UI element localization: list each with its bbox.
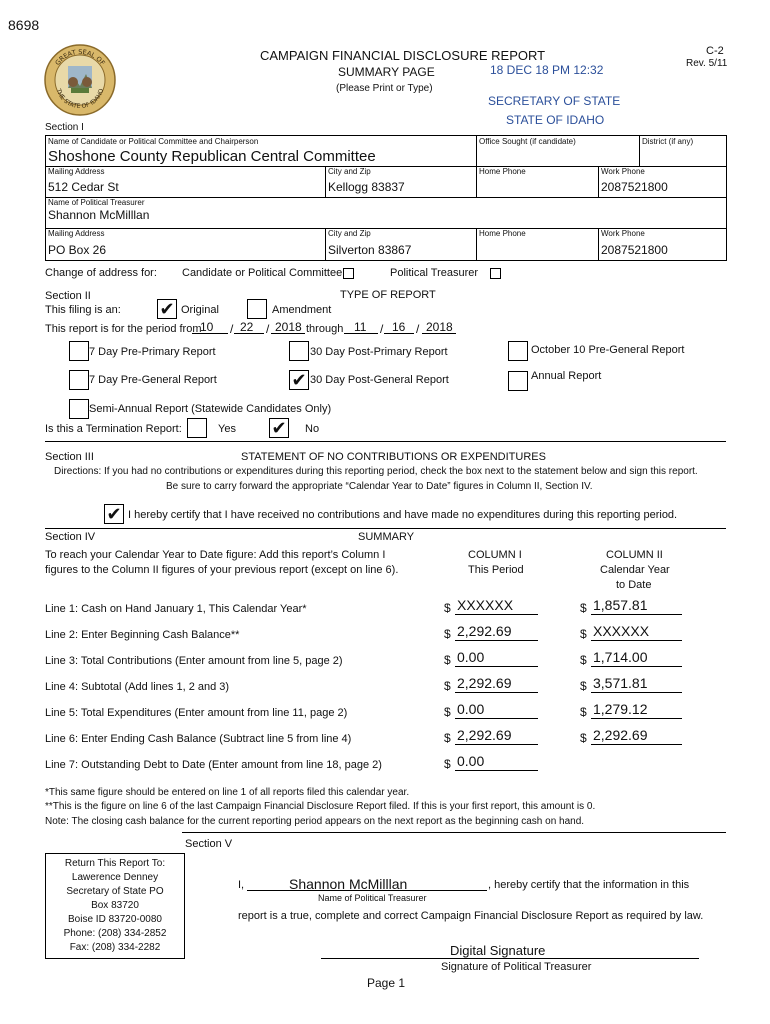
form-code: C-2 [706,45,724,57]
termination-yes-label: Yes [218,423,236,435]
column-2-title: COLUMN II [606,549,663,561]
currency-sign: $ [580,705,587,719]
digital-signature[interactable]: Digital Signature [450,943,546,958]
no-contributions-checkbox[interactable] [104,504,124,524]
no-contributions-title: STATEMENT OF NO CONTRIBUTIONS OR EXPENDITURES [241,451,546,463]
change-treasurer-label: Political Treasurer [390,267,479,279]
return-address-line: Return This Report To: [64,858,166,869]
return-address-line: Lawerence Denney [71,872,159,883]
return-address-box [45,853,185,959]
summary-line-label: Line 5: Total Expenditures (Enter amount from line 11, page 2) [45,707,348,719]
30day-post-primary-checkbox[interactable] [289,341,309,361]
column-1-value[interactable]: 2,292.69 [457,623,512,639]
7day-pre-general-label: 7 Day Pre-General Report [89,374,217,386]
return-address-line: Box 83720 [91,900,139,911]
column-1-value[interactable]: 0.00 [457,649,485,665]
period-to-year[interactable]: 2018 [426,320,453,334]
treasurer-mailing-label: Mailing Address [48,229,105,238]
mailing-address-field[interactable]: 512 Cedar St [48,180,119,194]
treasurer-home-phone-label: Home Phone [479,229,526,238]
check-mark-icon: ✔ [106,504,122,524]
treasurer-signature-name[interactable]: Shannon McMilllan [289,876,408,892]
return-address-line: Boise ID 83720-0080 [68,914,162,925]
period-from-sep-2: / [266,322,270,336]
annual-report-label: Annual Report [531,370,602,382]
column-1-value[interactable]: XXXXXX [457,597,514,613]
section-5-label: Section V [185,838,233,850]
return-address-line: Secretary of State PO [66,886,164,897]
directions-text-1: Directions: If you had no contributions or expenditures during this reporting period, check the box next to the statement below and sign this report. [54,466,698,477]
period-label: This report is for the period from [45,323,202,335]
note-1: *This same figure should be entered on line 1 of all reports filed this calendar year. [45,787,410,798]
termination-label: Is this a Termination Report: [45,423,182,435]
period-from-month[interactable]: 10 [200,320,214,334]
period-to-day[interactable]: 16 [392,320,406,334]
column-2-underline [591,718,682,719]
certify-suffix: , hereby certify that the information in this [488,879,690,891]
currency-sign: $ [580,601,587,615]
currency-sign: $ [580,731,587,745]
period-to-month[interactable]: 11 [354,320,367,334]
document-number: 8698 [8,17,40,33]
column-2-value[interactable]: 3,571.81 [593,675,648,691]
period-from-sep-1: / [230,322,234,336]
original-label: Original [181,304,219,316]
column-2-subtitle-2: to Date [616,579,652,591]
column-1-value[interactable]: 0.00 [457,753,485,769]
column-2-underline [591,614,682,615]
note-2: **This is the figure on line 6 of the last Campaign Financial Disclosure Report filed. If this is your first report, this amount is 0. [45,801,596,812]
treasurer-name-field[interactable]: Shannon McMilllan [48,208,150,222]
home-phone-label: Home Phone [479,167,526,176]
currency-sign: $ [444,757,451,771]
report-title: CAMPAIGN FINANCIAL DISCLOSURE REPORT [260,48,546,63]
section-2-label: Section II [45,290,91,302]
semi-annual-checkbox[interactable] [69,399,89,419]
change-candidate-label: Candidate or Political Committee [182,267,343,279]
column-1-underline [455,744,538,745]
period-through-label: through [306,323,344,335]
treasurer-work-phone-field[interactable]: 2087521800 [601,243,668,257]
type-of-report-title: TYPE OF REPORT [340,289,436,301]
change-address-label: Change of address for: [45,267,157,279]
period-to-sep-1: / [380,322,384,336]
original-checkbox[interactable] [157,299,177,319]
30day-post-primary-label: 30 Day Post-Primary Report [310,346,448,358]
treasurer-name-caption: Name of Political Treasurer [318,893,427,903]
column-2-underline [591,692,682,693]
check-mark-icon: ✔ [271,418,287,438]
currency-sign: $ [580,627,587,641]
column-2-underline [591,666,682,667]
summary-line-label: Line 1: Cash on Hand January 1, This Calendar Year* [45,603,307,615]
period-from-year[interactable]: 2018 [275,320,302,334]
column-2-underline [591,640,682,641]
treasurer-name-label: Name of Political Treasurer [48,198,145,207]
report-subtitle: SUMMARY PAGE [338,65,435,79]
change-candidate-checkbox[interactable] [343,268,354,279]
section-divider [45,441,726,442]
summary-line-label: Line 3: Total Contributions (Enter amount from line 5, page 2) [45,655,343,667]
termination-no-label: No [305,423,320,435]
certify-i-prefix: I, [238,879,245,891]
signature-caption: Signature of Political Treasurer [441,961,592,973]
summary-title: SUMMARY [358,531,415,543]
oct10-pre-general-label: October 10 Pre-General Report [531,344,685,356]
check-mark-icon: ✔ [159,299,175,319]
amendment-label: Amendment [272,304,332,316]
currency-sign: $ [444,601,451,615]
note-3: Note: The closing cash balance for the current reporting period appears on the next report as the beginning cash on hand. [45,816,585,827]
period-from-day[interactable]: 22 [240,320,254,334]
currency-sign: $ [580,679,587,693]
summary-line-label: Line 2: Enter Beginning Cash Balance** [45,629,240,641]
section-divider [45,528,726,529]
treasurer-city-field[interactable]: Silverton 83867 [328,243,412,257]
30day-post-general-checkbox[interactable] [289,370,309,390]
column-2-value[interactable]: 1,279.12 [593,701,648,717]
filing-type-label: This filing is an: [45,304,121,316]
seal-top-text: GREAT SEAL OF [53,47,107,67]
column-1-value[interactable]: 2,292.69 [457,675,512,691]
signature-line [321,958,699,959]
summary-line-label: Line 7: Outstanding Debt to Date (Enter amount from line 18, page 2) [45,759,382,771]
column-1-title: COLUMN I [468,549,522,561]
treasurer-work-phone-label: Work Phone [601,229,645,238]
currency-sign: $ [444,705,451,719]
page-number: Page 1 [367,976,406,990]
return-address-line: Phone: (208) 334-2852 [63,928,167,939]
office-sought-label: Office Sought (if candidate) [479,137,576,146]
summary-intro-2: figures to the Column II figures of your previous report (except on line 6). [45,564,399,576]
treasurer-city-label: City and Zip [328,229,371,238]
city-zip-field[interactable]: Kellogg 83837 [328,180,405,194]
section-1-label: Section I [45,122,84,133]
7day-pre-primary-label: 7 Day Pre-Primary Report [89,346,216,358]
column-2-value[interactable]: 2,292.69 [593,727,648,743]
column-1-value[interactable]: 0.00 [457,701,485,717]
candidate-name-label: Name of Candidate or Political Committee and Chairperson [48,137,259,146]
column-2-value[interactable]: 1,714.00 [593,649,648,665]
work-phone-field[interactable]: 2087521800 [601,180,668,194]
received-stamp-office: SECRETARY OF STATE [488,94,621,108]
state-seal-image [44,44,116,116]
column-1-value[interactable]: 2,292.69 [457,727,512,743]
treasurer-mailing-field[interactable]: PO Box 26 [48,243,107,257]
column-1-subtitle: This Period [468,564,524,576]
column-1-underline [455,692,538,693]
7day-pre-general-checkbox[interactable] [69,370,89,390]
section-3-label: Section III [45,451,94,463]
column-2-value[interactable]: 1,857.81 [593,597,648,613]
annual-report-checkbox[interactable] [508,371,528,391]
column-1-underline [455,718,538,719]
currency-sign: $ [444,653,451,667]
column-1-underline [455,640,538,641]
certify-line-2: report is a true, complete and correct Campaign Financial Disclosure Report as required by law. [238,910,704,922]
column-2-subtitle-1: Calendar Year [600,564,670,576]
section-4-label: Section IV [45,531,96,543]
received-stamp-state: STATE OF IDAHO [506,113,605,127]
directions-text-2: Be sure to carry forward the appropriate “Calendar Year to Date” figures in Column II, Section IV. [166,481,593,492]
column-1-underline [455,770,538,771]
currency-sign: $ [444,731,451,745]
column-1-underline [455,614,538,615]
semi-annual-label: Semi-Annual Report (Statewide Candidates Only) [89,403,332,415]
amendment-checkbox[interactable] [247,299,267,319]
column-2-underline [591,744,682,745]
mailing-address-label: Mailing Address [48,167,105,176]
summary-intro-1: To reach your Calendar Year to Date figure: Add this report’s Column I [45,549,386,561]
currency-sign: $ [444,627,451,641]
section-divider [182,832,726,833]
termination-yes-checkbox[interactable] [187,418,207,438]
30day-post-general-label: 30 Day Post-General Report [310,374,449,386]
oct10-pre-general-checkbox[interactable] [508,341,528,361]
form-revision: Rev. 5/11 [686,58,728,69]
summary-line-label: Line 4: Subtotal (Add lines 1, 2 and 3) [45,681,230,693]
summary-line-label: Line 6: Enter Ending Cash Balance (Subtract line 5 from line 4) [45,733,352,745]
print-note: (Please Print or Type) [336,83,433,94]
return-address-line: Fax: (208) 334-2282 [69,942,161,953]
candidate-name-field[interactable]: Shoshone County Republican Central Committee [48,148,376,165]
change-treasurer-checkbox[interactable] [490,268,501,279]
district-label: District (if any) [642,137,694,146]
seal-bottom-text: THE STATE OF IDAHO [54,87,106,111]
termination-no-checkbox[interactable] [269,418,289,438]
column-1-underline [455,666,538,667]
currency-sign: $ [580,653,587,667]
column-2-value[interactable]: XXXXXX [593,623,650,639]
7day-pre-primary-checkbox[interactable] [69,341,89,361]
city-zip-label: City and Zip [328,167,371,176]
received-stamp-datetime: 18 DEC 18 PM 12:32 [490,63,604,77]
no-contributions-certify: I hereby certify that I have received no contributions and have made no expenditures during this reporting period. [128,509,678,521]
work-phone-label: Work Phone [601,167,645,176]
check-mark-icon: ✔ [291,370,307,390]
period-to-sep-2: / [416,322,420,336]
currency-sign: $ [444,679,451,693]
